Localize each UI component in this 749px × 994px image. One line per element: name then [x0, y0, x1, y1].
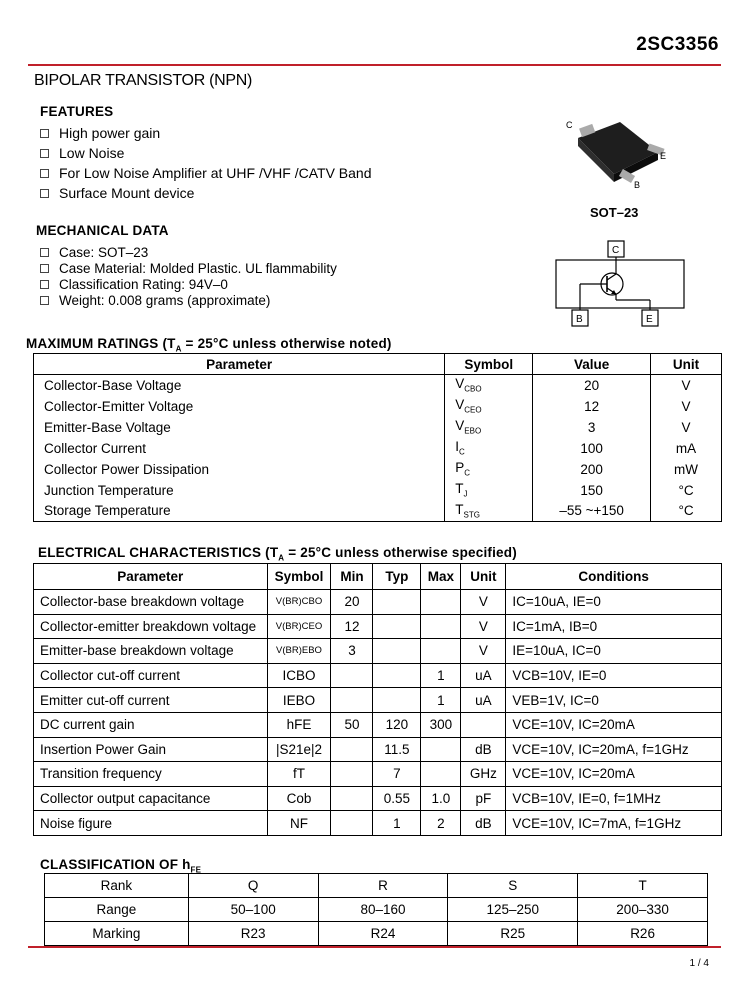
list-item: Surface Mount device	[40, 183, 372, 203]
column-header: Unit	[461, 564, 506, 590]
footer-rule	[28, 946, 721, 948]
column-header: Typ	[373, 564, 421, 590]
max-ratings-heading: MAXIMUM RATINGS ($T_A = 25^\circ C$ unless otherwise noted)	[26, 336, 392, 354]
table-row: Collector-Base Voltage $V_{CBO}$ 20 V	[34, 375, 722, 396]
list-item: Weight: 0.008 grams (approximate)	[40, 292, 337, 308]
column-header: Value	[533, 354, 651, 375]
table-row: Rank Q R S T	[45, 874, 708, 898]
column-header: Min	[331, 564, 373, 590]
table-row: Transition frequency fT 7 GHz VCE=10V, IC=20mA	[34, 762, 722, 787]
column-header: Unit	[651, 354, 722, 375]
table-row: Range 50–100 80–160 125–250 200–330	[45, 898, 708, 922]
table-row: Collector cut-off current ICBO 1 uA VCB=10V, IE=0	[34, 663, 722, 688]
part-number: 2SC3356	[636, 34, 719, 55]
page-number: 1 / 4	[689, 958, 709, 969]
document-subtitle: BIPOLAR TRANSISTOR (NPN)	[34, 72, 253, 89]
classification-heading: CLASSIFICATION OF $h_{FE}$	[40, 857, 202, 875]
max-ratings-table	[33, 353, 722, 522]
table-row: Collector-base breakdown voltage V(BR)CBO 20 V IC=10uA, IE=0	[34, 590, 722, 615]
table-row: Emitter-Base Voltage $V_{EBO}$ 3 V	[34, 417, 722, 438]
pinout-schematic-icon	[552, 238, 686, 330]
checkbox-icon	[40, 189, 49, 198]
table-row: Collector-emitter breakdown voltage V(BR)CEO 12 V IC=1mA, IB=0	[34, 614, 722, 639]
column-header: Symbol	[267, 564, 331, 590]
checkbox-icon	[40, 149, 49, 158]
checkbox-icon	[40, 264, 49, 273]
checkbox-icon	[40, 280, 49, 289]
column-header: Parameter	[34, 564, 268, 590]
column-header: Parameter	[34, 354, 445, 375]
classification-table	[44, 873, 708, 946]
table-row: Insertion Power Gain |S21e|2 11.5 dB VCE=10V, IC=20mA, f=1GHz	[34, 737, 722, 762]
table-row: Marking R23 R24 R25 R26	[45, 922, 708, 946]
column-header: Conditions	[506, 564, 722, 590]
mechanical-heading: MECHANICAL DATA	[36, 223, 169, 238]
table-row: Noise figure NF 1 2 dB VCE=10V, IC=7mA, f=1GHz	[34, 811, 722, 836]
table-row: Junction Temperature $T_J$ 150 °C	[34, 480, 722, 501]
electrical-heading: ELECTRICAL CHARACTERISTICS ($T_A = 25^\circ C$ unless otherwise specified)	[38, 545, 517, 563]
table-row: Collector output capacitance Cob 0.55 1.0 pF VCB=10V, IE=0, f=1MHz	[34, 786, 722, 811]
column-header: Max	[421, 564, 461, 590]
features-heading: FEATURES	[40, 104, 114, 119]
schem-pin-b: B	[576, 314, 583, 325]
electrical-table	[33, 563, 722, 836]
features-list	[40, 123, 372, 203]
pin-b-label: B	[634, 180, 641, 190]
mechanical-list	[40, 244, 337, 308]
table-row: Emitter-base breakdown voltage V(BR)EBO 3 V IE=10uA, IC=0	[34, 639, 722, 664]
pin-e-label: E	[660, 151, 667, 161]
sot23-package-icon	[560, 112, 680, 192]
schem-pin-c: C	[612, 245, 620, 256]
table-row: Collector-Emitter Voltage $V_{CEO}$ 12 V	[34, 396, 722, 417]
table-row: Emitter cut-off current IEBO 1 uA VEB=1V, IC=0	[34, 688, 722, 713]
checkbox-icon	[40, 296, 49, 305]
pin-c-label: C	[566, 120, 573, 130]
header-rule	[28, 64, 721, 66]
list-item: Case: SOT–23	[40, 244, 337, 260]
list-item: Case Material: Molded Plastic. UL flammability	[40, 260, 337, 276]
column-header: Symbol	[445, 354, 533, 375]
checkbox-icon	[40, 129, 49, 138]
list-item: Low Noise	[40, 143, 372, 163]
list-item: Classification Rating: 94V–0	[40, 276, 337, 292]
table-row: Collector Current $I_C$ 100 mA	[34, 438, 722, 459]
list-item: For Low Noise Amplifier at UHF /VHF /CATV Band	[40, 163, 372, 183]
checkbox-icon	[40, 248, 49, 257]
schem-pin-e: E	[646, 314, 653, 325]
package-label: SOT–23	[590, 205, 639, 220]
checkbox-icon	[40, 169, 49, 178]
list-item: High power gain	[40, 123, 372, 143]
table-row: Collector Power Dissipation $P_C$ 200 mW	[34, 459, 722, 480]
table-row: DC current gain hFE 50 120 300 VCE=10V, IC=20mA	[34, 712, 722, 737]
table-row: Storage Temperature $T_{STG}$ –55 ~+150 °C	[34, 501, 722, 522]
